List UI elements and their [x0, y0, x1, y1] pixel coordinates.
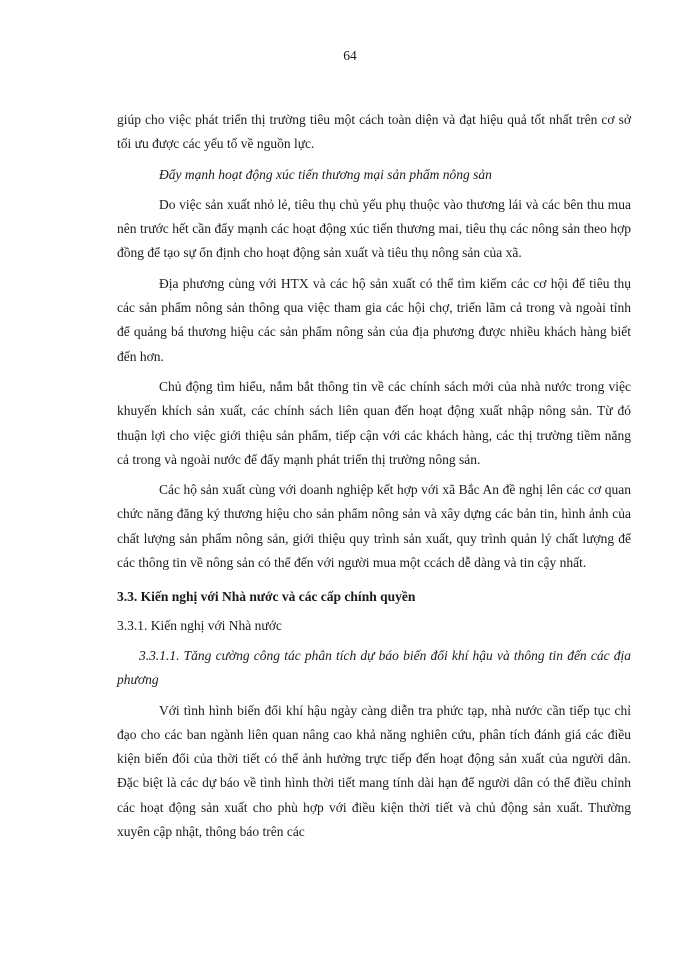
paragraph-continuation: giúp cho việc phát triển thị trường tiêu một cách toàn diện và đạt hiệu quả tốt nhất trên cơ sở tối ưu được các yếu tố về nguồn lực. [117, 112, 631, 152]
paragraph-fairs-exhibitions: Địa phương cùng với HTX và các hộ sản xuất có thể tìm kiếm các cơ hội để tiêu thụ các sản phẩm nông sản thông qua việc tham gia các hội chợ, triển lãm cả trong và ngoài tỉnh để quảng bá thương hiệu các sản phẩm nông sản của địa phương được nhiều khách hàng biết đến hơn. [117, 275, 631, 364]
section-heading-3-3: 3.3. Kiến nghị với Nhà nước và các cấp chính quyền [117, 589, 416, 605]
document-body [117, 108, 631, 850]
paragraph-small-scale-production: Do việc sản xuất nhỏ lẻ, tiêu thụ chủ yếu phụ thuộc vào thương lái và các bên thu mua nên trước hết cần đẩy mạnh các hoạt động xúc tiến thương mai, tiêu thụ các nông sản theo hợp đồng để tạo sự ổn định cho hoạt động sản xuất và tiêu thụ nông sản của xã. [117, 196, 631, 261]
subsection-heading-3-3-1: 3.3.1. Kiến nghị với Nhà nước [117, 617, 282, 633]
heading-trade-promotion: Đẩy mạnh hoạt động xúc tiến thương mại sản phẩm nông sản [159, 166, 492, 182]
paragraph-brand-registration: Các hộ sản xuất cùng với doanh nghiệp kết hợp với xã Bắc An đề nghị lên các cơ quan chức năng đăng ký thương hiệu cho sản phẩm nông sản và xây dựng các bản tin, hình ảnh của chất lượng sản phẩm nông sản, giới thiệu quy trình sản xuất, quy trình quản lý chất lượng để các thông tin về nông sản có thể đến với người mua một ccách dễ dàng và tin cậy nhất. [117, 482, 631, 571]
subsubsection-heading-3-3-1-1: 3.3.1.1. Tăng cường công tác phân tích dự báo biến đổi khí hậu và thông tin đến các địa phương [117, 647, 631, 688]
paragraph-state-policies: Chủ động tìm hiểu, nắm bắt thông tin về các chính sách mới của nhà nước trong việc khuyến khích sản xuất, các chính sách liên quan đến hoạt động xuất nhập nông sản. Từ đó thuận lợi cho việc giới thiệu sản phẩm, tiếp cận với các khách hàng, các thị trường tiềm năng cả trong và ngoài nước để đẩy mạnh phát triển thị trường nông sản. [117, 378, 631, 467]
paragraph-climate-change: Với tình hình biến đổi khí hậu ngày càng diễn tra phức tạp, nhà nước cần tiếp tục chỉ đạo cho các ban ngành liên quan nâng cao khả năng nghiên cứu, phân tích đánh giá các điều kiện biến đổi của thời tiết có thể ảnh hưởng trực tiếp đến hoạt động sản xuất của người dân. Đặc biệt là các dự báo về tình hình thời tiết mang tính dài hạn để người dân có thể điều chỉnh các hoạt động sản xuất cho phù hợp với điều kiện thời tiết và chủ động sản xuất. Thường xuyên cập nhật, thông báo trên các [117, 702, 631, 840]
page-number: 64 [343, 48, 357, 63]
